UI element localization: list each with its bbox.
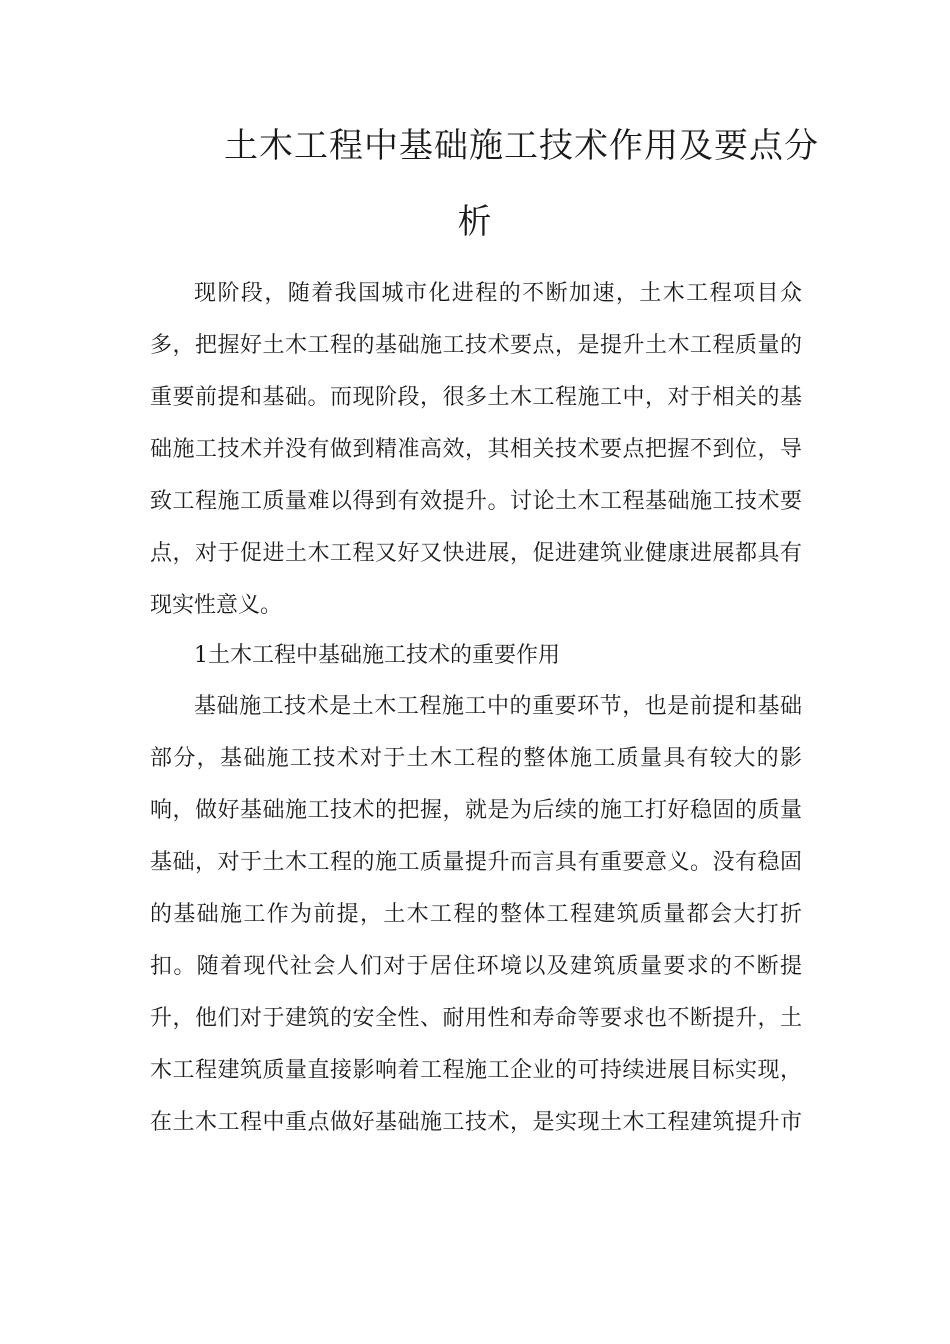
paragraph-2-line-9: 在土木工程中重点做好基础施工技术，是实现土木工程建筑提升市	[150, 1110, 802, 1135]
paragraph-2-line-7: 升，他们对于建筑的安全性、耐用性和寿命等要求也不断提升，土	[150, 1006, 802, 1031]
document-title-line-1: 土木工程中基础施工技术作用及要点分	[224, 126, 819, 166]
paragraph-2-line-8: 木工程建筑质量直接影响着工程施工企业的可持续进展目标实现，	[150, 1058, 802, 1083]
paragraph-1-line-3: 重要前提和基础。而现阶段，很多土木工程施工中，对于相关的基	[150, 385, 802, 410]
paragraph-2-line-6: 扣。随着现代社会人们对于居住环境以及建筑质量要求的不断提	[150, 954, 802, 979]
paragraph-1-line-5: 致工程施工质量难以得到有效提升。讨论土木工程基础施工技术要	[150, 489, 802, 514]
paragraph-1-line-4: 础施工技术并没有做到精准高效，其相关技术要点把握不到位，导	[150, 437, 802, 462]
paragraph-1-line-2: 多，把握好土木工程的基础施工技术要点，是提升土木工程质量的	[150, 333, 802, 358]
paragraph-1-line-6: 点，对于促进土木工程又好又快进展，促进建筑业健康进展都具有	[150, 541, 802, 566]
paragraph-1-line-1: 现阶段，随着我国城市化进程的不断加速，土木工程项目众	[194, 281, 802, 306]
paragraph-2-line-2: 部分，基础施工技术对于土木工程的整体施工质量具有较大的影	[150, 746, 802, 771]
paragraph-1-line-7: 现实性意义。	[150, 593, 283, 618]
paragraph-2-line-1: 基础施工技术是土木工程施工中的重要环节，也是前提和基础	[194, 694, 802, 719]
section-heading-1: 1土木工程中基础施工技术的重要作用	[194, 643, 560, 668]
paragraph-2-line-4: 基础，对于土木工程的施工质量提升而言具有重要意义。没有稳固	[150, 850, 802, 875]
document-title-line-2: 析	[457, 202, 493, 242]
paragraph-2-line-3: 响，做好基础施工技术的把握，就是为后续的施工打好稳固的质量	[150, 798, 802, 823]
paragraph-2-line-5: 的基础施工作为前提，土木工程的整体工程建筑质量都会大打折	[150, 902, 802, 927]
